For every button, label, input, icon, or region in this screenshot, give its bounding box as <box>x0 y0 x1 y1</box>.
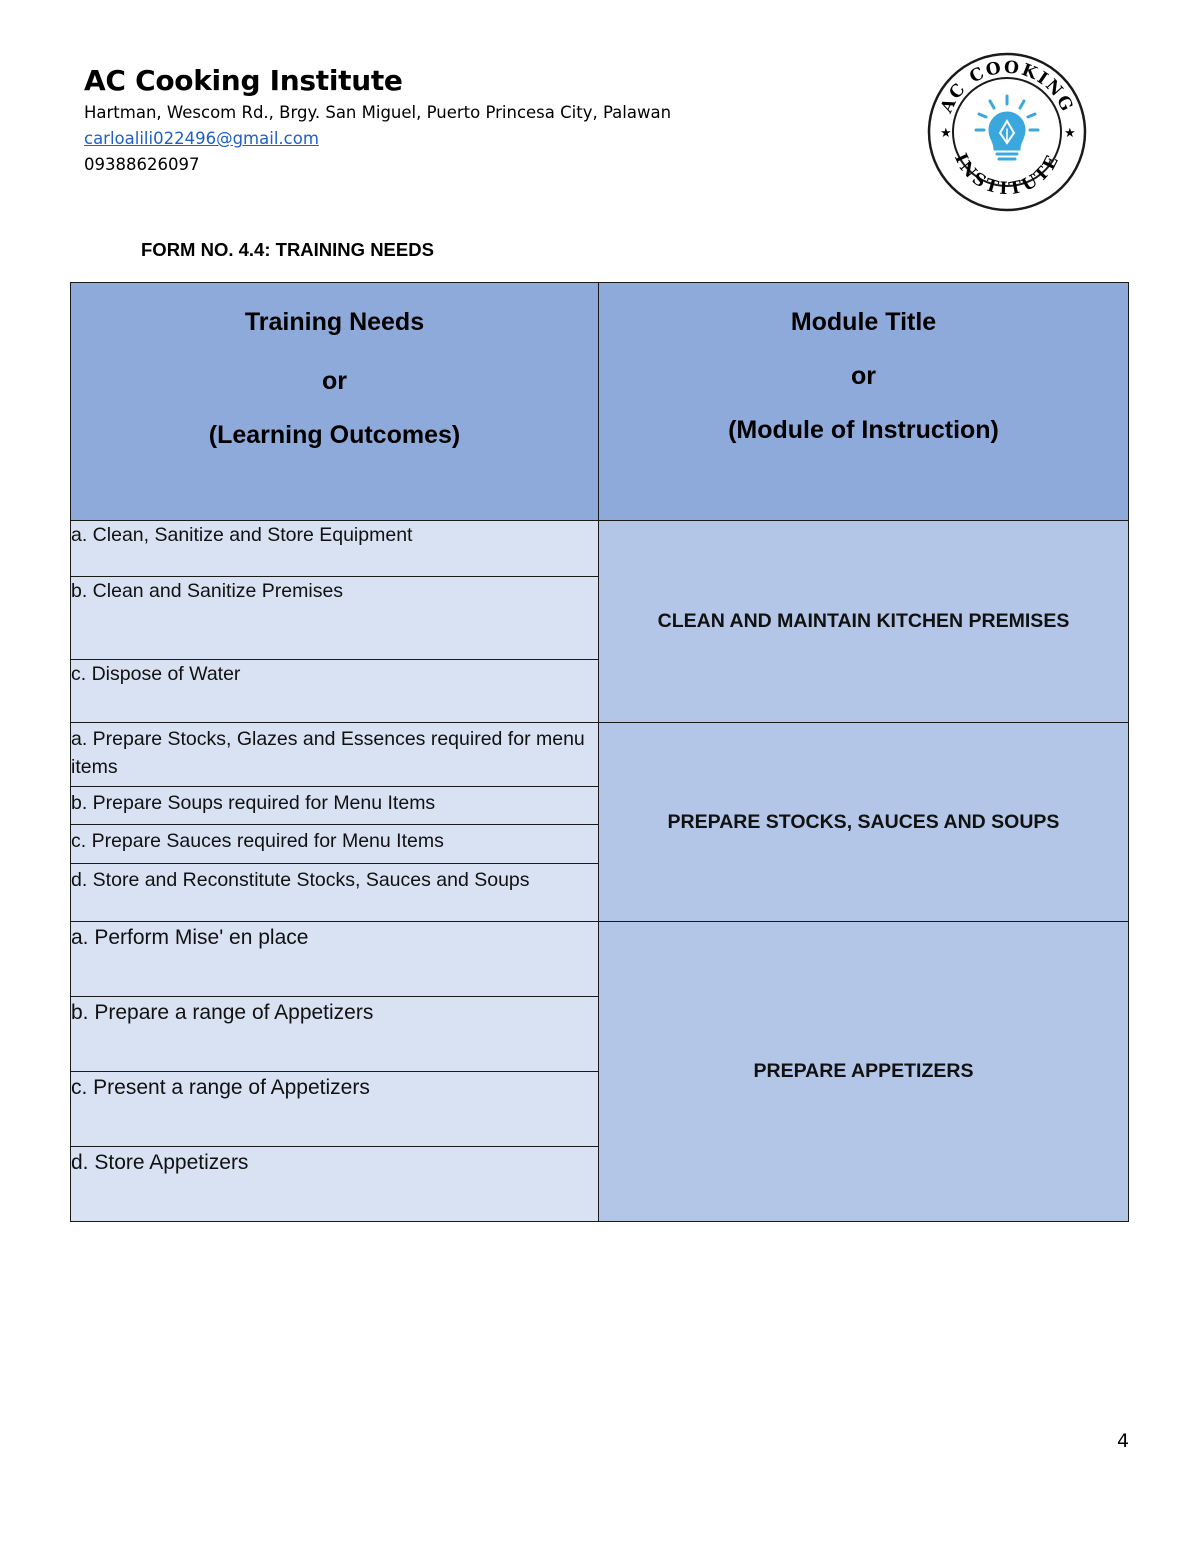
module-title-cell: CLEAN AND MAINTAIN KITCHEN PREMISES <box>599 521 1129 723</box>
email-link[interactable]: carloalili022496@gmail.com <box>84 129 319 148</box>
learning-outcome-cell: b. Prepare a range of Appetizers <box>71 997 599 1072</box>
training-needs-header: Training Needs or (Learning Outcomes) <box>71 283 599 521</box>
logo-text-bottom: INSTITUTE <box>950 150 1065 200</box>
logo-text-top: AC COOKING <box>936 57 1078 117</box>
organization-address: Hartman, Wescom Rd., Brgy. San Miguel, Puerto Princesa City, Palawan <box>84 103 672 122</box>
learning-outcome-cell: a. Clean, Sanitize and Store Equipment <box>71 521 599 577</box>
module-title-cell: PREPARE STOCKS, SAUCES AND SOUPS <box>599 723 1129 922</box>
learning-outcome-cell: d. Store Appetizers <box>71 1147 599 1222</box>
form-title: FORM NO. 4.4: TRAINING NEEDS <box>141 239 434 260</box>
page-number: 4 <box>1117 1430 1130 1452</box>
letterhead <box>84 62 671 178</box>
learning-outcome-cell: a. Perform Mise' en place <box>71 922 599 997</box>
learning-outcome-cell: b. Prepare Soups required for Menu Items <box>71 787 599 825</box>
module-title-cell: PREPARE APPETIZERS <box>599 922 1129 1222</box>
learning-outcome-cell: b. Clean and Sanitize Premises <box>71 577 599 660</box>
training-needs-table <box>70 282 1129 1222</box>
institute-logo <box>926 51 1088 213</box>
table-row <box>71 521 1129 577</box>
star-icon: ★ <box>940 125 952 140</box>
table-header-row <box>71 283 1129 521</box>
star-icon: ★ <box>1064 125 1076 140</box>
learning-outcome-cell: c. Prepare Sauces required for Menu Items <box>71 825 599 864</box>
table-row <box>71 723 1129 787</box>
phone-number: 09388626097 <box>84 155 200 174</box>
learning-outcome-cell: c. Present a range of Appetizers <box>71 1072 599 1147</box>
lightbulb-pen-nib-icon <box>976 96 1038 159</box>
learning-outcome-cell: c. Dispose of Water <box>71 660 599 723</box>
module-title-header: Module Title or (Module of Instruction) <box>599 283 1129 521</box>
learning-outcome-cell: d. Store and Reconstitute Stocks, Sauces and Soups <box>71 864 599 922</box>
table-row <box>71 922 1129 997</box>
organization-name: AC Cooking Institute <box>84 64 403 97</box>
learning-outcome-cell: a. Prepare Stocks, Glazes and Essences required for menu items <box>71 723 599 787</box>
